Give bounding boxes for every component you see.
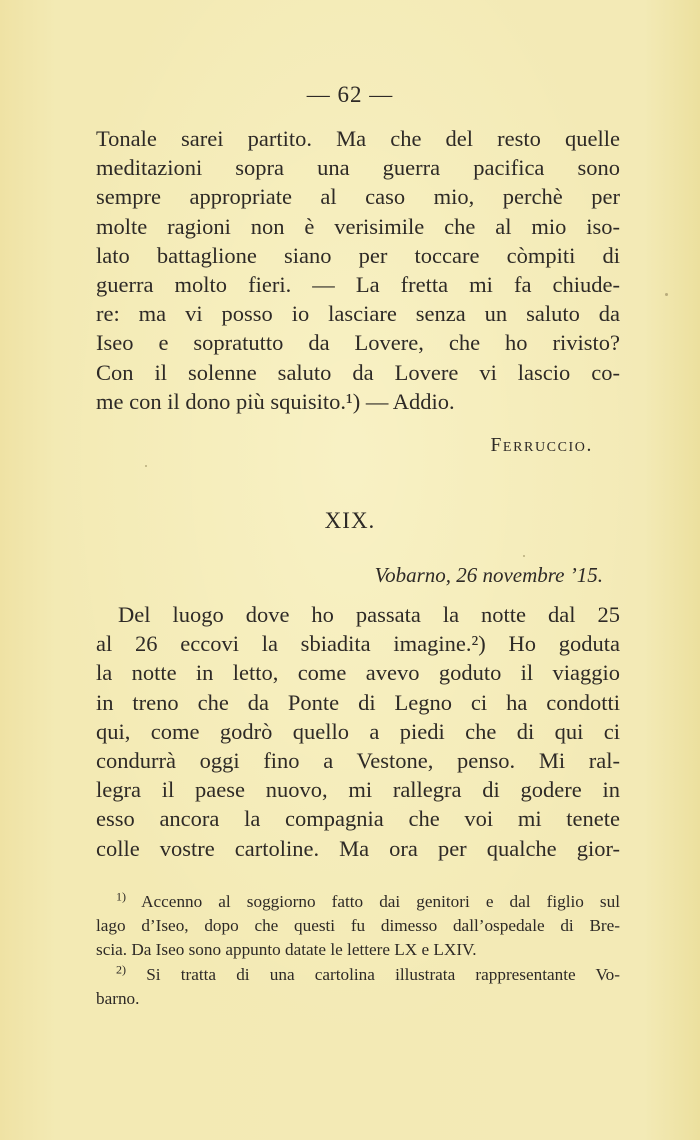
paper-speck [523, 555, 525, 557]
page-number: — 62 — [306, 82, 394, 107]
text-line: Iseo e sopratutto da Lovere, che ho rivisto? [96, 330, 620, 356]
text-line: colle vostre cartoline. Ma ora per qualche gior- [96, 835, 620, 861]
footnotes [96, 890, 620, 1011]
text-line: al 26 eccovi la sbiadita imagine.²) Ho goduta [96, 631, 620, 657]
letter-signature: Ferruccio. [490, 435, 593, 456]
footnote-line [96, 890, 620, 914]
footnote-marker: 2) [116, 961, 126, 976]
text-line: esso ancora la compagnia che voi mi tenete [96, 806, 620, 832]
letter-body-paragraph [96, 600, 620, 863]
text-line: qui, come godrò quello a piedi che di qui ci [96, 718, 620, 744]
text-line: la notte in letto, come avevo goduto il viaggio [96, 660, 620, 686]
footnote [96, 963, 620, 1011]
chapter-title: XIX. [324, 508, 376, 533]
text-line: Del luogo dove ho passata la notte dal 25 [118, 602, 620, 627]
footnote-line: lago d’Iseo, dopo che questi fu dimesso dall’ospedale di Bre- [96, 916, 620, 936]
footnote-line: scia. Da Iseo sono appunto datate le lettere LX e LXIV. [96, 940, 477, 960]
footnote-line: barno. [96, 988, 140, 1008]
footnote-text: Si tratta di una cartolina illustrata rappresentante Vo- [146, 964, 620, 984]
text-line: lato battaglione siano per toccare còmpiti di [96, 242, 620, 268]
text-line: legra il paese nuovo, mi rallegra di godere in [96, 777, 620, 803]
footnote [96, 890, 620, 963]
text-line: me con il dono più squisito.¹) — Addio. [96, 388, 455, 414]
text-line: in treno che da Ponte di Legno ci ha condotti [96, 689, 620, 715]
text-line: meditazioni sopra una guerra pacifica sono [96, 155, 620, 181]
footnote-line [96, 963, 620, 987]
text-line: condurrà oggi fino a Vestone, penso. Mi ral- [96, 748, 620, 774]
footnote-marker: 1) [116, 889, 126, 904]
letter-closing-paragraph [96, 124, 620, 416]
text-line: Con il solenne saluto da Lovere vi lascio co- [96, 359, 620, 385]
text-line: guerra molto fieri. — La fretta mi fa chiude- [96, 272, 620, 298]
paper-speck [665, 293, 668, 296]
text-line: Tonale sarei partito. Ma che del resto quelle [96, 126, 620, 151]
footnote-text: Accenno al soggiorno fatto dai genitori e dal figlio sul [141, 892, 620, 911]
text-line: re: ma vi posso io lasciare senza un saluto da [96, 301, 620, 327]
paper-speck [145, 465, 147, 467]
text-line: molte ragioni non è verisimile che al mio iso- [96, 213, 620, 239]
text-line: sempre appropriate al caso mio, perchè per [96, 184, 620, 210]
letter-dateline: Vobarno, 26 novembre ’15. [374, 563, 603, 587]
